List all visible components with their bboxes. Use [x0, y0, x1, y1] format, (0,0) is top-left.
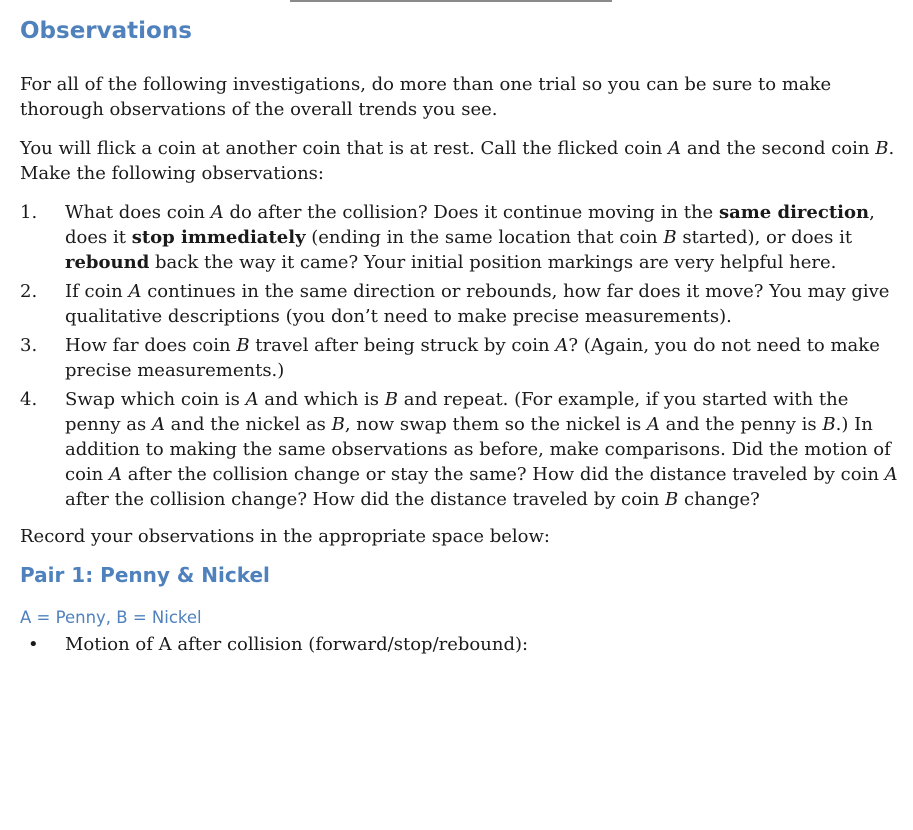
observation-item-3: 3. How far does coin B travel after being struck by coin A? (Again, you do not need to make precise measurements.)	[20, 334, 880, 381]
observations-heading: Observations	[20, 18, 192, 44]
setup-text: and the second coin	[681, 137, 876, 159]
coin-b-label: B	[875, 137, 889, 159]
document-page	[20, 18, 900, 657]
bullet-icon: •	[28, 634, 39, 656]
item-number: 1.	[20, 201, 38, 223]
record-item-label: Motion of A after collision (forward/stop/rebound):	[65, 634, 529, 656]
setup-paragraph	[20, 136, 900, 186]
observation-list	[20, 200, 900, 512]
setup-text: You will flick a coin at another coin that is at rest. Call the flicked coin	[20, 137, 669, 159]
item-number: 3.	[20, 334, 38, 356]
top-divider-line	[290, 0, 612, 2]
record-item-motion	[20, 632, 900, 657]
bold-same-direction: same direction	[718, 201, 870, 223]
setup-text: . Make the following observations:	[20, 137, 895, 184]
pair1-heading: Pair 1: Penny & Nickel	[20, 562, 270, 587]
item-number: 2.	[20, 280, 38, 302]
coin-a-label: A	[668, 137, 682, 159]
intro-paragraph: For all of the following investigations, do more than one trial so you can be sure to make thorough observations of the overall trends you see.	[20, 73, 832, 120]
observation-item-2: 2. If coin A continues in the same direction or rebounds, how far does it move? You may give qualitative descriptions (you don’t need to make precise measurements).	[20, 280, 890, 327]
pair1-record-list	[20, 632, 900, 657]
item-number: 4.	[20, 388, 38, 410]
observation-item-1: 1. What does coin A do after the collision? Does it continue moving in the same direction, does it stop immediately (ending in the same location that coin B started), or does it rebound back the way it came? Your initial position markings are very helpful here.	[20, 201, 875, 273]
observation-item-4: 4. Swap which coin is A and which is B and repeat. (For example, if you started with the penny as A and the nickel as B, now swap them so the nickel is A and the penny is B.) In addition to making the same observations as before, make comparisons. Did the motion of coin A after the collision change or stay the same? How did the distance traveled by coin A after the collision change? How did the distance traveled by coin B change?	[20, 388, 898, 510]
bold-stop-immediately: stop immediately	[131, 226, 306, 248]
record-instruction: Record your observations in the appropriate space below:	[20, 525, 550, 547]
pair1-subheading: A = Penny, B = Nickel	[20, 607, 202, 627]
bold-rebound: rebound	[65, 251, 150, 273]
